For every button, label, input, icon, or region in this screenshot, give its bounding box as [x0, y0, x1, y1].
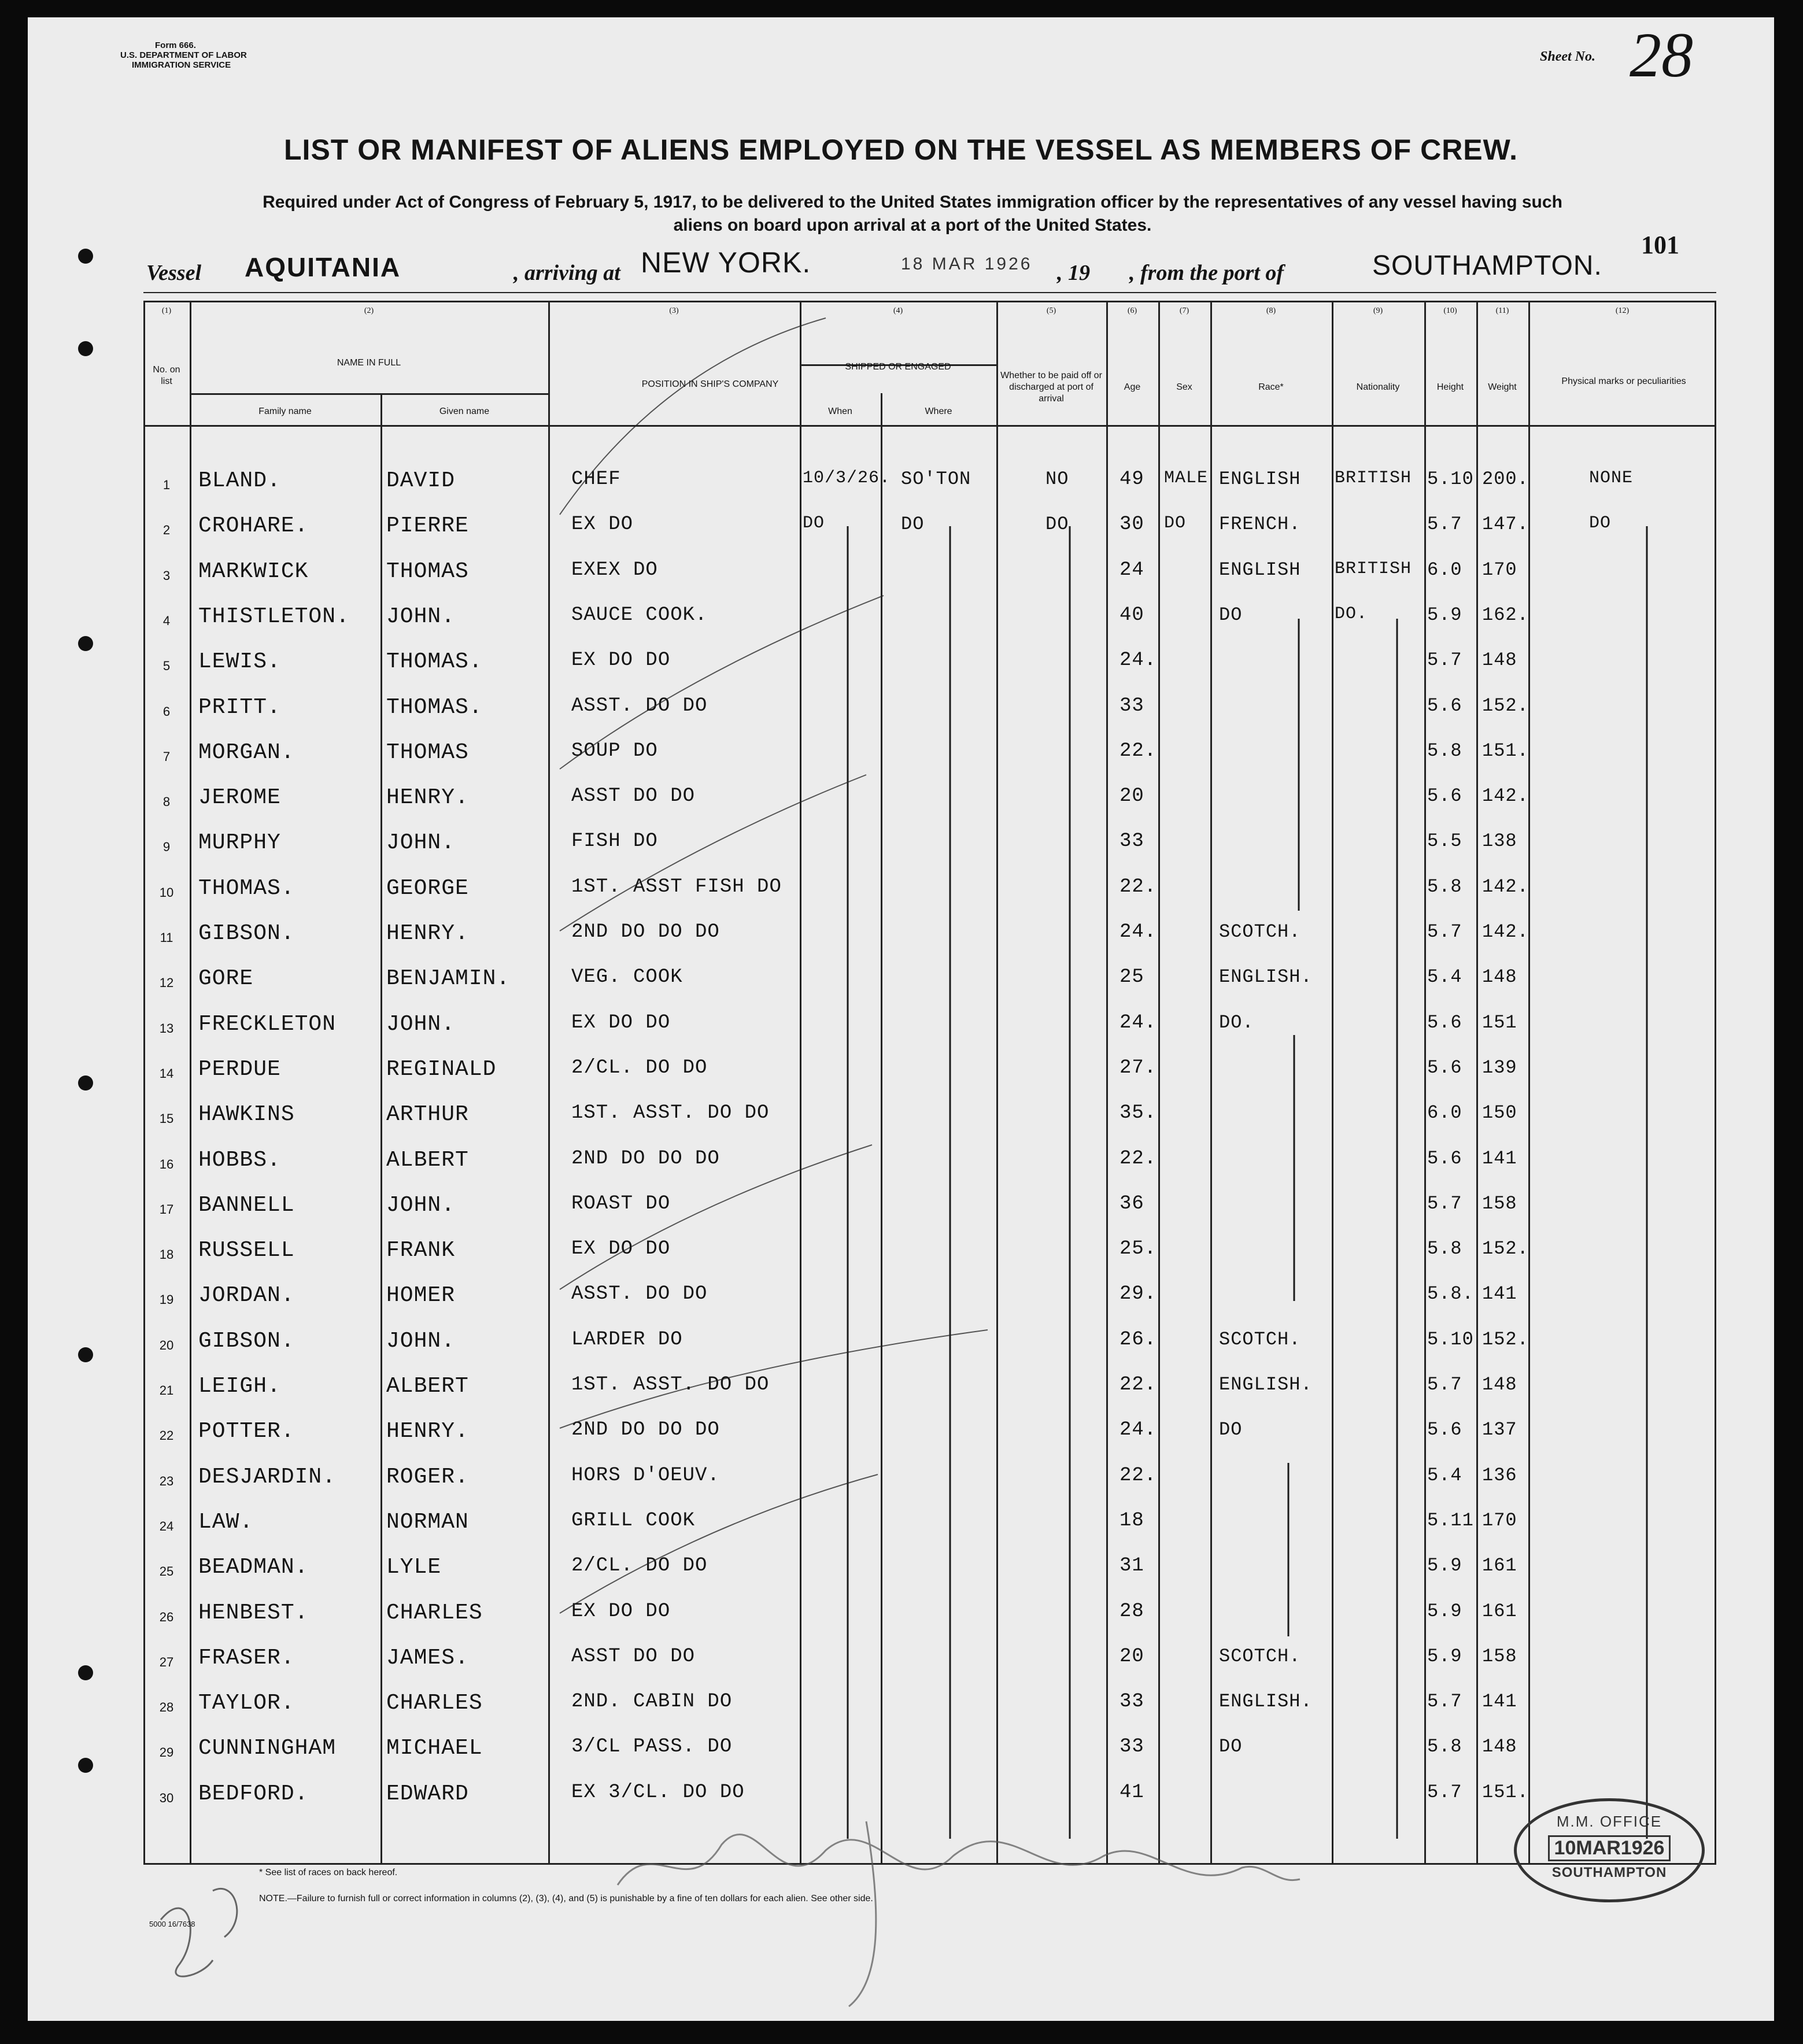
cell-height: 5.6 — [1427, 1011, 1462, 1033]
cell-position: 2ND DO DO DO — [571, 921, 720, 943]
cell-weight: 138 — [1482, 830, 1517, 852]
cell-race: SCOTCH. — [1219, 1328, 1301, 1350]
cell-family-name: BEADMAN. — [198, 1555, 309, 1580]
cell-age: 22. — [1120, 1374, 1157, 1396]
row-number: 15 — [159, 1111, 174, 1126]
sheet-number: 28 — [1630, 20, 1693, 90]
cell-age: 36 — [1120, 1192, 1144, 1215]
stamp-date: 10MAR1926 — [1548, 1835, 1671, 1861]
punch-hole — [78, 1347, 93, 1362]
row-number: 11 — [160, 930, 173, 945]
cell-shipped-when: DO — [803, 513, 825, 534]
cell-position: ASST. DO DO — [571, 694, 708, 717]
header-given-name: Given name — [439, 406, 490, 416]
row-number: 18 — [159, 1247, 174, 1262]
cell-nationality: BRITISH — [1335, 559, 1412, 579]
cell-position: 2ND. CABIN DO — [571, 1691, 733, 1713]
cell-family-name: BLAND. — [198, 468, 281, 493]
row-number: 21 — [159, 1383, 174, 1398]
cell-given-name: MICHAEL — [386, 1736, 483, 1761]
cell-weight: 152. — [1482, 694, 1529, 716]
cell-position: ASST DO DO — [571, 1645, 696, 1668]
cell-shipped-where: DO — [901, 513, 925, 535]
cell-family-name: LAW. — [198, 1509, 254, 1535]
cell-position: EX DO — [571, 513, 634, 536]
cell-family-name: GIBSON. — [198, 1328, 295, 1354]
cell-height: 5.8 — [1427, 875, 1462, 897]
cell-age: 31 — [1120, 1555, 1144, 1577]
cell-position: CHEF — [571, 468, 621, 490]
col-number: (5) — [1046, 306, 1056, 315]
cell-nationality: BRITISH — [1335, 468, 1412, 488]
row-number: 27 — [159, 1654, 174, 1669]
cell-given-name: JOHN. — [386, 1011, 456, 1037]
row-number: 12 — [159, 975, 174, 990]
cell-paid-off: NO — [1045, 468, 1069, 490]
col-number: (9) — [1373, 306, 1383, 315]
cell-family-name: THOMAS. — [198, 875, 295, 901]
cell-given-name: THOMAS — [386, 740, 469, 765]
cell-family-name: BANNELL — [198, 1192, 295, 1218]
cell-age: 27. — [1120, 1056, 1157, 1079]
cell-age: 33 — [1120, 694, 1144, 717]
cell-age: 20 — [1120, 785, 1144, 808]
cell-weight: 139 — [1482, 1056, 1517, 1078]
cell-height: 5.7 — [1427, 1192, 1462, 1214]
cell-position: GRILL COOK — [571, 1509, 696, 1532]
cell-position: ASST. DO DO — [571, 1283, 708, 1306]
cell-given-name: GEORGE — [386, 875, 469, 901]
cell-height: 5.6 — [1427, 1419, 1462, 1441]
row-number: 4 — [162, 613, 171, 628]
cell-given-name: HENRY. — [386, 785, 469, 811]
row-number: 22 — [159, 1428, 174, 1443]
page-title: LIST OR MANIFEST OF ALIENS EMPLOYED ON THE VESSEL AS MEMBERS OF CREW. — [284, 134, 1518, 166]
row-number: 23 — [159, 1473, 174, 1488]
cell-age: 41 — [1120, 1781, 1144, 1803]
cell-height: 5.7 — [1427, 921, 1462, 942]
cell-weight: 151. — [1482, 1781, 1529, 1803]
cell-age: 24. — [1120, 1419, 1157, 1441]
cell-height: 5.9 — [1427, 1645, 1462, 1667]
cell-sex: MALE — [1164, 468, 1209, 488]
cell-given-name: CHARLES — [386, 1691, 483, 1716]
cell-position: 2/CL. DO DO — [571, 1555, 708, 1577]
cell-given-name: JOHN. — [386, 1328, 456, 1354]
cell-height: 6.0 — [1427, 1102, 1462, 1124]
punch-hole — [78, 341, 93, 356]
punch-hole — [78, 1075, 93, 1091]
col-number: (12) — [1615, 306, 1630, 315]
cell-position: HORS D'OEUV. — [571, 1464, 720, 1487]
cell-weight: 142. — [1482, 921, 1529, 942]
sheet-label: Sheet No. — [1540, 49, 1595, 64]
cell-given-name: THOMAS — [386, 559, 469, 584]
cell-weight: 158 — [1482, 1192, 1517, 1214]
cell-weight: 151 — [1482, 1011, 1517, 1033]
cell-weight: 151. — [1482, 740, 1529, 762]
cell-race: FRENCH. — [1219, 513, 1301, 535]
cell-weight: 142. — [1482, 875, 1529, 897]
cell-given-name: THOMAS. — [386, 694, 483, 720]
header-where: Where — [925, 406, 952, 416]
header-weight: Weight — [1488, 382, 1517, 392]
cell-given-name: CHARLES — [386, 1600, 483, 1625]
row-number: 3 — [162, 568, 171, 583]
punch-hole — [78, 636, 93, 651]
cell-age: 22. — [1120, 1464, 1157, 1487]
cell-given-name: JOHN. — [386, 604, 456, 629]
cell-race: DO — [1219, 1736, 1243, 1758]
subtitle-line-2: aliens on board upon arrival at a port of the United States. — [673, 216, 1152, 235]
cell-age: 25. — [1120, 1238, 1157, 1261]
cell-weight: 148 — [1482, 1374, 1517, 1395]
cell-age: 26. — [1120, 1328, 1157, 1351]
header-position: POSITION IN SHIP'S COMPANY — [641, 379, 779, 389]
cell-given-name: HOMER — [386, 1283, 456, 1309]
col-number: (10) — [1443, 306, 1457, 315]
cell-height: 5.6 — [1427, 1056, 1462, 1078]
cell-age: 49 — [1120, 468, 1144, 490]
header-height: Height — [1436, 382, 1464, 392]
cell-race: ENGLISH — [1219, 468, 1301, 490]
cell-family-name: MORGAN. — [198, 740, 295, 765]
cell-position: 2/CL. DO DO — [571, 1056, 708, 1079]
cell-position: SOUP DO — [571, 740, 658, 762]
department-name: U.S. DEPARTMENT OF LABOR — [120, 50, 247, 60]
cell-age: 30 — [1120, 513, 1144, 536]
row-number: 16 — [159, 1156, 174, 1171]
cell-family-name: FRECKLETON — [198, 1011, 337, 1037]
cell-given-name: FRANK — [386, 1238, 456, 1263]
row-number: 7 — [162, 749, 171, 764]
cell-given-name: ALBERT — [386, 1374, 469, 1399]
header-paid-off: Whether to be paid off or discharged at port of arrival — [1000, 371, 1102, 404]
cell-race: SCOTCH. — [1219, 1645, 1301, 1667]
cell-race: ENGLISH. — [1219, 966, 1313, 988]
cell-given-name: ARTHUR — [386, 1102, 469, 1128]
cell-age: 24. — [1120, 649, 1157, 672]
cell-family-name: BEDFORD. — [198, 1781, 309, 1806]
col-number: (4) — [893, 306, 903, 315]
cell-family-name: LEWIS. — [198, 649, 281, 675]
manifest-sheet — [28, 17, 1774, 2021]
cell-race: SCOTCH. — [1219, 921, 1301, 942]
row-number: 6 — [162, 704, 171, 719]
row-number: 14 — [159, 1066, 174, 1081]
cell-race: ENGLISH. — [1219, 1691, 1313, 1713]
cell-position: EX DO DO — [571, 1600, 671, 1622]
cell-given-name: JOHN. — [386, 1192, 456, 1218]
cell-position: EX DO DO — [571, 1238, 671, 1261]
cell-family-name: MARKWICK — [198, 559, 309, 584]
cell-weight: 170 — [1482, 559, 1517, 581]
cell-position: 1ST. ASST. DO DO — [571, 1374, 770, 1396]
header-sex: Sex — [1176, 382, 1192, 392]
col-number: (8) — [1266, 306, 1276, 315]
cell-height: 5.7 — [1427, 1691, 1462, 1713]
header-shipped-or-engaged: SHIPPED OR ENGAGED — [845, 362, 951, 372]
cell-age: 35. — [1120, 1102, 1157, 1125]
cell-position: LARDER DO — [571, 1328, 683, 1351]
cell-height: 5.7 — [1427, 1374, 1462, 1395]
cell-shipped-when: 10/3/26. — [803, 468, 891, 488]
vessel-label: Vessel — [146, 261, 201, 285]
cell-given-name: ROGER. — [386, 1464, 469, 1489]
arrival-port: NEW YORK. — [641, 246, 811, 279]
cell-race: DO — [1219, 1419, 1243, 1441]
cell-age: 25 — [1120, 966, 1144, 989]
cell-height: 5.9 — [1427, 1600, 1462, 1622]
cell-position: EX DO DO — [571, 1011, 671, 1034]
cell-height: 5.9 — [1427, 1555, 1462, 1577]
clerk-signature — [618, 1821, 1300, 2006]
cell-weight: 141 — [1482, 1147, 1517, 1169]
row-number: 10 — [159, 885, 174, 900]
row-number: 17 — [159, 1202, 174, 1217]
row-number: 5 — [162, 659, 171, 674]
header-no-on-list: No. on list — [153, 365, 180, 386]
col-number: (7) — [1179, 306, 1189, 315]
cell-family-name: HENBEST. — [198, 1600, 309, 1625]
cell-height: 5.4 — [1427, 966, 1462, 988]
cell-height: 5.10 — [1427, 1328, 1474, 1350]
cell-shipped-where: SO'TON — [901, 468, 971, 490]
form-number: Form 666. — [155, 40, 196, 50]
cell-age: 24 — [1120, 559, 1144, 581]
cell-paid-off: DO — [1045, 513, 1069, 535]
row-number: 1 — [162, 478, 171, 492]
cell-given-name: HENRY. — [386, 921, 469, 946]
row-number: 20 — [159, 1337, 174, 1352]
punch-hole — [78, 1758, 93, 1773]
col-number: (2) — [364, 306, 374, 315]
cell-physical-marks: DO — [1589, 513, 1612, 534]
cell-height: 5.5 — [1427, 830, 1462, 852]
cell-height: 5.6 — [1427, 1147, 1462, 1169]
cell-family-name: CROHARE. — [198, 513, 309, 539]
cell-weight: 158 — [1482, 1645, 1517, 1667]
cell-given-name: HENRY. — [386, 1419, 469, 1444]
cell-height: 5.6 — [1427, 785, 1462, 807]
cell-position: 3/CL PASS. DO — [571, 1736, 733, 1758]
header-nationality: Nationality — [1356, 382, 1400, 392]
cell-nationality: DO. — [1335, 604, 1368, 624]
punch-hole — [78, 1665, 93, 1680]
cell-weight: 152. — [1482, 1328, 1529, 1350]
punch-hole — [78, 249, 93, 264]
cell-weight: 170 — [1482, 1509, 1517, 1531]
row-number: 30 — [159, 1790, 174, 1805]
cell-position: 2ND DO DO DO — [571, 1419, 720, 1441]
cell-age: 28 — [1120, 1600, 1144, 1622]
cell-position: 1ST. ASST FISH DO — [571, 875, 782, 898]
cell-weight: 148 — [1482, 649, 1517, 671]
cell-weight: 137 — [1482, 1419, 1517, 1441]
row-number: 13 — [159, 1021, 174, 1036]
cell-weight: 136 — [1482, 1464, 1517, 1486]
row-number: 2 — [162, 523, 171, 538]
cell-family-name: FRASER. — [198, 1645, 295, 1670]
cell-position: EXEX DO — [571, 559, 658, 581]
cell-position: FISH DO — [571, 830, 658, 853]
ditto-lines — [28, 17, 1774, 2021]
cell-family-name: LEIGH. — [198, 1374, 281, 1399]
cell-physical-marks: NONE — [1589, 468, 1634, 488]
row-number: 9 — [162, 840, 171, 855]
races-note: * See list of races on back hereof. — [259, 1868, 398, 1877]
service-name: IMMIGRATION SERVICE — [132, 60, 231, 70]
cell-weight: 147. — [1482, 513, 1529, 535]
cell-age: 33 — [1120, 1691, 1144, 1713]
cell-position: EX DO DO — [571, 649, 671, 672]
cell-family-name: CUNNINGHAM — [198, 1736, 337, 1761]
arriving-label: , arriving at — [513, 261, 620, 285]
cell-weight: 161 — [1482, 1555, 1517, 1577]
cell-position: 1ST. ASST. DO DO — [571, 1102, 770, 1125]
cell-race: ENGLISH. — [1219, 1374, 1313, 1395]
cell-height: 5.11 — [1427, 1509, 1474, 1531]
from-label: , from the port of — [1129, 261, 1284, 285]
row-number: 25 — [159, 1564, 174, 1579]
header-age: Age — [1124, 382, 1141, 392]
cell-position: SAUCE COOK. — [571, 604, 708, 626]
cell-height: 5.7 — [1427, 649, 1462, 671]
cell-age: 24. — [1120, 921, 1157, 943]
cell-race: DO — [1219, 604, 1243, 626]
cell-position: VEG. COOK — [571, 966, 683, 989]
cell-race: DO. — [1219, 1011, 1254, 1033]
cell-family-name: DESJARDIN. — [198, 1464, 337, 1489]
col-number: (1) — [161, 306, 172, 315]
initials-mark — [161, 1888, 237, 1976]
cell-age: 22. — [1120, 740, 1157, 762]
cell-height: 5.10 — [1427, 468, 1474, 490]
cell-family-name: THISTLETON. — [198, 604, 350, 629]
cell-height: 6.0 — [1427, 559, 1462, 581]
row-number: 24 — [159, 1518, 174, 1533]
stamp-place: SOUTHAMPTON — [1551, 1865, 1667, 1880]
penalty-note: NOTE.—Failure to furnish full or correct information in columns (2), (3), (4), and (5) is punishable by a fine of ten dollars for each alien. See other side. — [259, 1894, 873, 1903]
cell-family-name: HAWKINS — [198, 1102, 295, 1128]
header-race: Race* — [1258, 382, 1284, 392]
cell-weight: 162. — [1482, 604, 1529, 626]
cell-age: 33 — [1120, 830, 1144, 853]
cell-age: 40 — [1120, 604, 1144, 626]
cell-position: 2ND DO DO DO — [571, 1147, 720, 1170]
cell-height: 5.9 — [1427, 604, 1462, 626]
col-number: (6) — [1127, 306, 1137, 315]
vessel-name: AQUITANIA — [245, 252, 401, 282]
print-code: 5000 16/7638 — [149, 1920, 195, 1928]
cell-weight: 161 — [1482, 1600, 1517, 1622]
header-family-name: Family name — [258, 406, 312, 416]
cell-height: 5.8 — [1427, 1238, 1462, 1260]
cell-family-name: MURPHY — [198, 830, 281, 856]
cell-sex: DO — [1164, 513, 1187, 534]
col-number: (11) — [1495, 306, 1509, 315]
cell-weight: 141 — [1482, 1691, 1517, 1713]
cell-position: ROAST DO — [571, 1192, 671, 1215]
cell-race: ENGLISH — [1219, 559, 1301, 581]
row-number: 19 — [159, 1292, 174, 1307]
subtitle-line-1: Required under Act of Congress of February 5, 1917, to be delivered to the United States immigration officer by the representatives of any vessel having such — [263, 193, 1562, 212]
header-name-in-full: NAME IN FULL — [337, 358, 401, 368]
cell-family-name: RUSSELL — [198, 1238, 295, 1263]
cell-family-name: POTTER. — [198, 1419, 295, 1444]
cell-height: 5.6 — [1427, 694, 1462, 716]
cell-weight: 200. — [1482, 468, 1529, 490]
cell-family-name: JORDAN. — [198, 1283, 295, 1309]
cell-given-name: JAMES. — [386, 1645, 469, 1670]
cell-given-name: DAVID — [386, 468, 456, 493]
cell-weight: 152. — [1482, 1238, 1529, 1260]
cell-height: 5.7 — [1427, 1781, 1462, 1803]
cell-family-name: TAYLOR. — [198, 1691, 295, 1716]
cell-age: 29. — [1120, 1283, 1157, 1306]
cell-position: EX 3/CL. DO DO — [571, 1781, 745, 1803]
row-number: 26 — [159, 1609, 174, 1624]
cell-weight: 150 — [1482, 1102, 1517, 1124]
cell-family-name: GORE — [198, 966, 254, 992]
row-number: 29 — [159, 1745, 174, 1760]
cell-given-name: BENJAMIN. — [386, 966, 511, 992]
cell-height: 5.4 — [1427, 1464, 1462, 1486]
cell-position: ASST DO DO — [571, 785, 696, 808]
cell-weight: 142. — [1482, 785, 1529, 807]
cell-age: 33 — [1120, 1736, 1144, 1758]
cell-weight: 148 — [1482, 1736, 1517, 1758]
cell-given-name: THOMAS. — [386, 649, 483, 675]
cell-height: 5.7 — [1427, 513, 1462, 535]
cell-given-name: ALBERT — [386, 1147, 469, 1173]
row-number: 8 — [162, 794, 171, 810]
office-stamp — [1514, 1798, 1705, 1902]
header-physical-marks: Physical marks or peculiarities — [1561, 376, 1686, 386]
cell-family-name: PERDUE — [198, 1056, 281, 1082]
cell-family-name: PRITT. — [198, 694, 281, 720]
cell-given-name: PIERRE — [386, 513, 469, 539]
cell-given-name: REGINALD — [386, 1056, 497, 1082]
header-when: When — [828, 406, 852, 416]
cell-family-name: JEROME — [198, 785, 281, 811]
cell-age: 18 — [1120, 1509, 1144, 1532]
cell-given-name: EDWARD — [386, 1781, 469, 1806]
cell-height: 5.8. — [1427, 1283, 1474, 1305]
cell-family-name: GIBSON. — [198, 921, 295, 946]
arrival-date-stamp: 18 MAR 1926 — [901, 254, 1033, 273]
stamp-office: M.M. OFFICE — [1556, 1813, 1662, 1830]
cell-height: 5.8 — [1427, 1736, 1462, 1758]
year-label: , 19 — [1057, 261, 1090, 285]
cell-height: 5.8 — [1427, 740, 1462, 762]
cell-age: 24. — [1120, 1011, 1157, 1034]
row-number: 28 — [159, 1700, 174, 1715]
page-number: 101 — [1641, 231, 1679, 259]
cell-given-name: JOHN. — [386, 830, 456, 856]
cell-given-name: LYLE — [386, 1555, 442, 1580]
col-number: (3) — [669, 306, 679, 315]
cell-family-name: HOBBS. — [198, 1147, 281, 1173]
cell-weight: 148 — [1482, 966, 1517, 988]
departure-port: SOUTHAMPTON. — [1372, 250, 1602, 281]
cell-age: 20 — [1120, 1645, 1144, 1668]
cell-weight: 141 — [1482, 1283, 1517, 1305]
cell-age: 22. — [1120, 1147, 1157, 1170]
cell-given-name: NORMAN — [386, 1509, 469, 1535]
cell-age: 22. — [1120, 875, 1157, 898]
